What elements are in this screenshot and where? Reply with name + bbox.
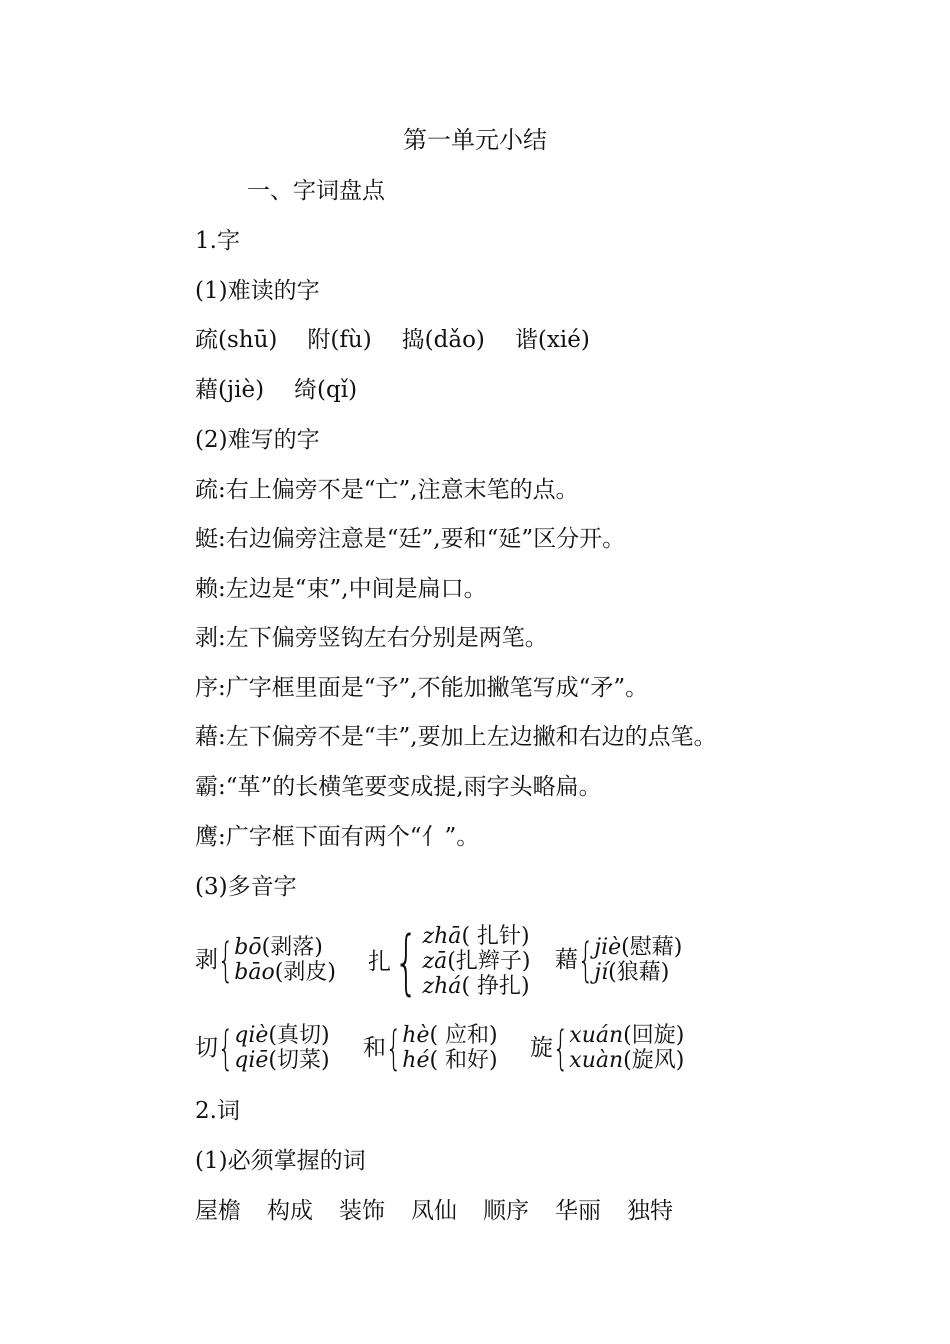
reading: jí(狼藉) <box>594 960 670 985</box>
left-brace: { <box>385 1021 402 1075</box>
word-item: 华丽 <box>555 1198 601 1224</box>
hard-to-read-row <box>195 325 590 355</box>
hard-to-write-heading: (2)难写的字 <box>195 427 320 453</box>
polyphonic-char: 剥 <box>195 947 218 973</box>
polyphonic-char: 旋 <box>530 1035 553 1061</box>
pinyin-item: 藉(jiè) <box>195 377 265 403</box>
reading: zā(扎辫子) <box>422 949 531 974</box>
writing-note: 疏:右上偏旁不是“亡”,注意末笔的点。 <box>195 477 579 503</box>
word-item: 屋檐 <box>195 1198 241 1224</box>
word-item: 凤仙 <box>411 1198 457 1224</box>
polyphonic-group <box>530 1023 684 1073</box>
page-title: 第一单元小结 <box>403 126 547 154</box>
pinyin-item: 谐(xié) <box>514 327 590 353</box>
reading: zhá( 挣扎) <box>422 974 530 999</box>
word-item: 顺序 <box>483 1198 529 1224</box>
word-list <box>195 1196 699 1226</box>
reading: jiè(慰藉) <box>594 935 683 960</box>
reading: hé( 和好) <box>402 1048 498 1073</box>
word-item: 独特 <box>627 1198 673 1224</box>
pinyin-item: 附(fù) <box>307 327 372 353</box>
hard-to-read-row <box>195 375 357 405</box>
pinyin-item: 绮(qǐ) <box>294 377 358 403</box>
left-brace: { <box>217 933 234 987</box>
writing-note: 藉:左下偏旁不是“丰”,要加上左边撇和右边的点笔。 <box>195 724 717 750</box>
pinyin-item: 捣(dǎo) <box>401 327 485 353</box>
polyphonic-char: 扎 <box>368 948 391 975</box>
reading: xuàn(旋风) <box>569 1048 685 1073</box>
reading: hè( 应和) <box>402 1023 498 1048</box>
polyphonic-heading: (3)多音字 <box>195 874 297 900</box>
reading: qiè(真切) <box>234 1023 330 1048</box>
polyphonic-group <box>195 1023 330 1073</box>
pinyin-item: 疏(shū) <box>195 327 278 353</box>
hard-to-read-heading: (1)难读的字 <box>195 278 320 304</box>
polyphonic-char: 藉 <box>555 947 578 973</box>
reading: bāo(剥皮) <box>234 960 336 985</box>
polyphonic-group <box>555 935 682 985</box>
writing-note: 序:广字框里面是“予”,不能加撇笔写成“矛”。 <box>195 675 649 701</box>
left-brace: { <box>552 1021 569 1075</box>
subheading-words: 2.词 <box>195 1098 240 1124</box>
left-brace: { <box>217 1021 234 1075</box>
polyphonic-group <box>195 935 336 985</box>
polyphonic-group <box>363 1023 498 1073</box>
word-item: 装饰 <box>339 1198 385 1224</box>
reading: qiē(切菜) <box>234 1048 330 1073</box>
reading: bō(剥落) <box>234 935 323 960</box>
reading: zhā( 扎针) <box>422 924 530 949</box>
polyphonic-char: 和 <box>363 1035 386 1061</box>
polyphonic-char: 切 <box>195 1035 218 1061</box>
word-item: 构成 <box>267 1198 313 1224</box>
writing-note: 赖:左边是“束”,中间是扁口。 <box>195 576 487 602</box>
writing-note: 蜓:右边偏旁注意是“廷”,要和“延”区分开。 <box>195 526 626 552</box>
must-know-words-heading: (1)必须掌握的词 <box>195 1148 366 1174</box>
polyphonic-group <box>368 920 531 1003</box>
subheading-characters: 1.字 <box>195 228 240 254</box>
reading: xuán(回旋) <box>569 1023 685 1048</box>
writing-note: 霸:“革”的长横笔要变成提,雨字头略扁。 <box>195 774 602 800</box>
left-brace: { <box>577 933 594 987</box>
writing-note: 剥:左下偏旁竖钩左右分别是两笔。 <box>195 625 548 651</box>
section-heading: 一、字词盘点 <box>247 178 385 204</box>
writing-note: 鹰:广字框下面有两个“亻”。 <box>195 824 480 850</box>
left-brace: { <box>394 920 419 1003</box>
